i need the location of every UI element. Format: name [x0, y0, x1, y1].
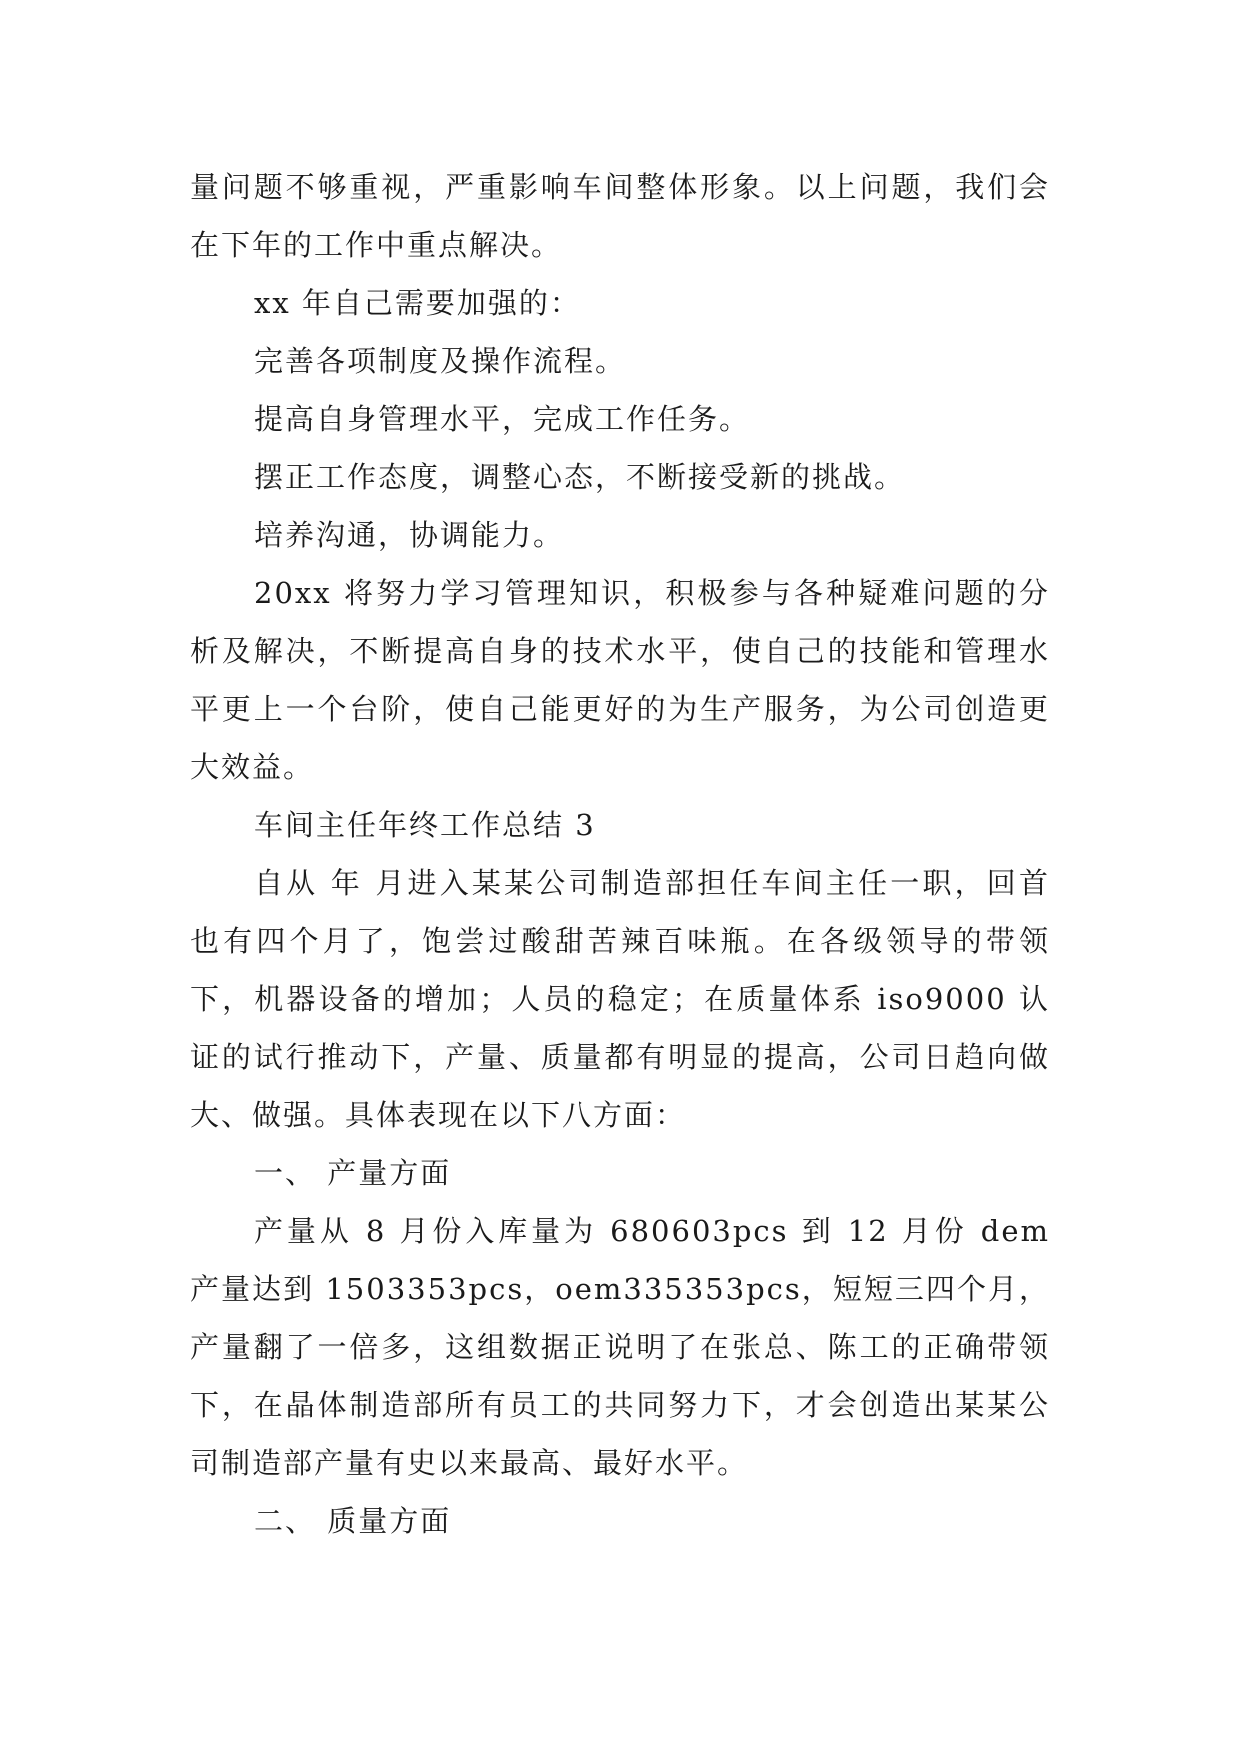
paragraph-continued-quality-issues: 量问题不够重视，严重影响车间整体形象。以上问题，我们会在下年的工作中重点解决。 [190, 170, 1050, 262]
paragraph-improvement-heading: xx 年自己需要加强的： [254, 286, 581, 320]
paragraph-introduction: 自从 年 月进入某某公司制造部担任车间主任一职，回首也有四个月了，饱尝过酸甜苦辣百味瓶。在各级领导的带领下，机器设备的增加；人员的稳定；在质量体系 iso9000 认证的试行推动下，产量、质量都有明显的提高，公司日趋向做大、做强。具体表现在以下八方面： [190, 866, 1050, 1132]
section-title-summary-3: 车间主任年终工作总结 3 [254, 808, 596, 842]
list-item-communication: 培养沟通，协调能力。 [254, 518, 565, 552]
section-heading-quality: 二、 质量方面 [254, 1504, 452, 1538]
list-item-adjust-attitude: 摆正工作态度，调整心态，不断接受新的挑战。 [254, 460, 906, 494]
document-body [190, 158, 1050, 1550]
section-heading-output: 一、 产量方面 [254, 1156, 452, 1190]
paragraph-output-details: 产量从 8 月份入库量为 680603pcs 到 12 月份 dem 产量达到 1503353pcs，oem335353pcs，短短三四个月，产量翻了一倍多，这组数据正说明了在张总、陈工的正确带领下，在晶体制造部所有员工的共同努力下，才会创造出某某公司制造部产量有史以来最高、最好水平。 [190, 1214, 1050, 1480]
list-item-improve-management: 提高自身管理水平，完成工作任务。 [254, 402, 751, 436]
paragraph-next-year-plan: 20xx 将努力学习管理知识，积极参与各种疑难问题的分析及解决，不断提高自身的技术水平，使自己的技能和管理水平更上一个台阶，使自己能更好的为生产服务，为公司创造更大效益。 [190, 576, 1050, 784]
list-item-improve-systems: 完善各项制度及操作流程。 [254, 344, 627, 378]
